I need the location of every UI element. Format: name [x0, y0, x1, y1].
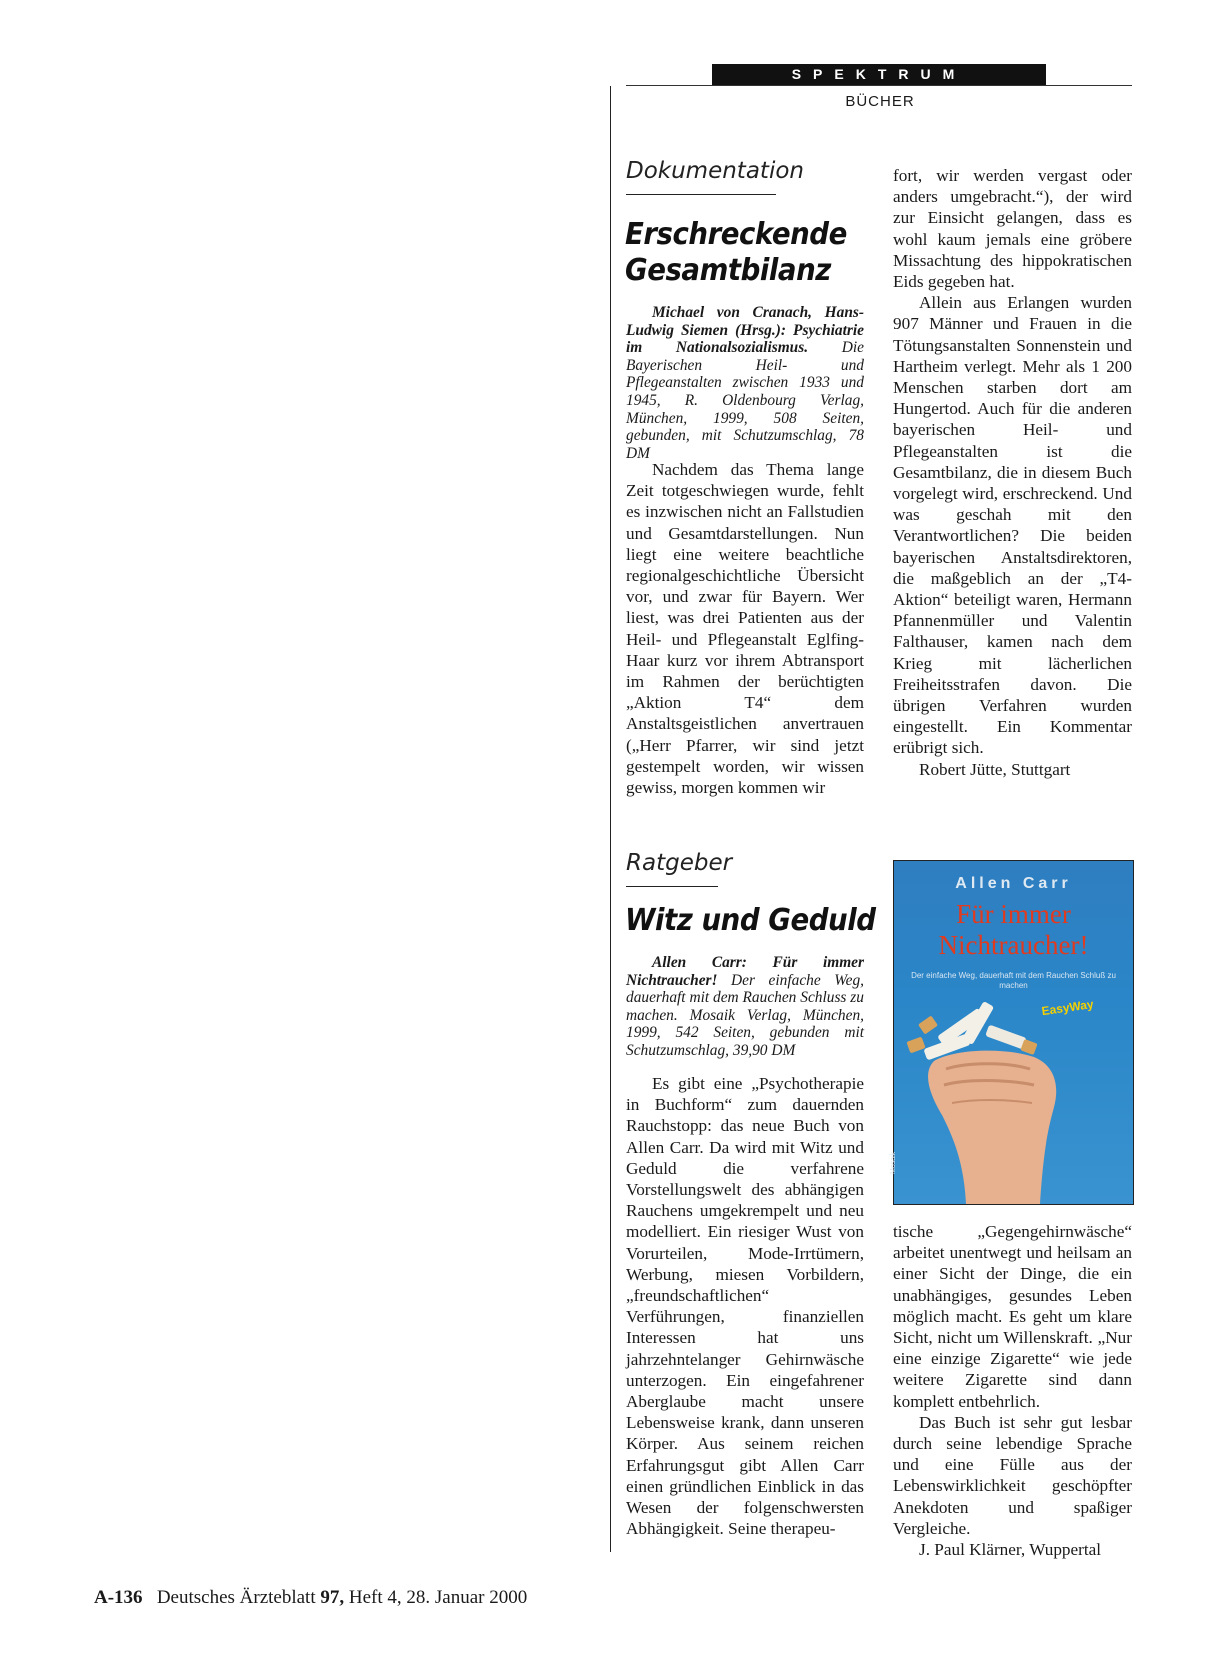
page-footer	[94, 1587, 527, 1609]
column-divider	[610, 86, 611, 1552]
article2-body-col2: tische „Gegengehirnwäsche“ arbeitet unentwegt und heilsam an einer Sicht der Dinge, die ein unabhängiges, gesundes Leben möglich macht. Es geht um klare Sicht, nicht um Willenskraft. „Nur eine einzige Zigarette“ wie jede weitere Zigarette sind dann komplett entbehrlich. Das Buch ist sehr gut lesbar durch seine lebendige Sprache und eine Fülle aus der Lebenswirklichkeit geschöpfter Anekdoten und spaßiger Vergleiche. J. Paul Klärner, Wuppertal	[893, 1222, 1132, 1560]
article2-author: J. Paul Klärner, Wuppertal	[919, 1540, 1102, 1560]
cover-subtitle: Der einfache Weg, dauerhaft mit dem Rauchen Schluß zu machen	[911, 971, 1116, 990]
cover-publisher-spine: Mosaik	[890, 1151, 897, 1174]
section-header: SPEKTRUM	[712, 64, 1046, 85]
article2-bibliography: Allen Carr: Für immer Nichtraucher! Der einfache Weg, dauerhaft mit dem Rauchen Schluss zu machen. Mosaik Verlag, München, 1999, 542 Seiten, gebunden mit Schutzumschlag, 39,90 DM	[626, 954, 864, 1059]
book-cover-image	[890, 860, 1134, 1205]
page-number: A-136	[94, 1587, 143, 1608]
fist-with-cigarettes-illustration	[894, 1011, 1133, 1204]
cover-title: Für immer Nichtraucher!	[938, 899, 1089, 960]
article1-headline: Erschreckende Gesamtbilanz	[625, 217, 847, 288]
article2-body-col1: Es gibt eine „Psychotherapie in Buchform“ zum dauernden Rauchstopp: das neue Buch von Allen Carr. Da wird mit Witz und Geduld die verfahrene Vorstellungswelt des abhängigen Rauchens umgekrempelt und neu modelliert. Ein riesiger Wust von Vorurteilen, Mode-Irrtümern, Werbung, miesen Vorbildern, „freundschaftlichen“ Verführungen, finanziellen Interessen hat uns jahrzehntelanger Gehirnwäsche unterzogen. Ein eingefahrener Aberglaube macht unsere Lebensweise krank, dann unseren Körper. Aus seinem reichen Erfahrungsgut gibt Allen Carr einen gründlichen Einblick in das Wesen der folgenschwersten Abhängigkeit. Seine therapeu-	[626, 1074, 864, 1539]
cover-author: Allen Carr	[955, 875, 1072, 892]
article1-body-col1: Nachdem das Thema lange Zeit totgeschwiegen wurde, fehlt es inzwischen nicht an Fallstudien und Gesamtdarstellungen. Nun liegt eine weitere beachtliche regionalgeschichtliche Übersicht vor, und zwar für Bayern. Wer liest, was drei Patienten aus der Heil- und Pflegeanstalt Eglfing-Haar kurz vor ihrem Abtransport im Rahmen der berüchtigten „Aktion T4“ dem Anstaltsgeistlichen anvertrauen („Herr Pfarrer, wir sind jetzt gestempelt worden, wir wissen gewiss, morgen kommen wir	[626, 460, 864, 798]
journal-volume: 97,	[320, 1587, 345, 1608]
article1-section-label: Dokumentation	[626, 158, 804, 184]
article1-author: Robert Jütte, Stuttgart	[919, 759, 1071, 779]
article2-headline: Witz und Geduld	[625, 903, 876, 938]
header-rule	[626, 85, 1132, 86]
article1-body-col2: fort, wir werden vergast oder anders umgebracht.“), der wird zur Einsicht gelangen, dass es wohl kaum jemals eine gröbere Missachtung des hippokratischen Eids gegeben hat. Allein aus Erlangen wurden 907 Männer und Frauen in die Tötungsanstalten Sonnenstein und Hartheim verlegt. Mehr als 1 200 Menschen starben dort am Hungertod. Auch für die anderen bayerischen Heil- und Pflegeanstalten ist die Gesamtbilanz, die in diesem Buch vorgelegt wird, erschreckend. Und was geschah mit den Verantwortlichen? Die beiden bayerischen Anstaltsdirektoren, die maßgeblich an der „T4-Aktion“ beteiligt waren, Hermann Pfannenmüller und Valentin Falthauser, kamen nach dem Krieg mit lächerlichen Freiheitsstrafen davon. Die übrigen Verfahren wurden eingestellt. Ein Kommentar erübrigt sich. Robert Jütte, Stuttgart	[893, 166, 1132, 779]
journal-issue: Heft 4, 28. Januar 2000	[348, 1587, 528, 1608]
article1-label-underline	[626, 194, 776, 195]
cover-badge: EasyWay	[1040, 997, 1095, 1019]
journal-name: Deutsches Ärzteblatt	[156, 1587, 316, 1608]
article2-section-label: Ratgeber	[626, 850, 733, 876]
subsection-header: BÜCHER	[845, 93, 915, 110]
article2-label-underline	[626, 886, 718, 887]
article1-bibliography: Michael von Cranach, Hans-Ludwig Siemen (Hrsg.): Psychiatrie im Nationalsozialismus. Die Bayerischen Heil- und Pflegeanstalten zwischen 1933 und 1945, R. Oldenbourg Verlag, München, 1999, 508 Seiten, gebunden, mit Schutzumschlag, 78 DM	[626, 304, 864, 462]
